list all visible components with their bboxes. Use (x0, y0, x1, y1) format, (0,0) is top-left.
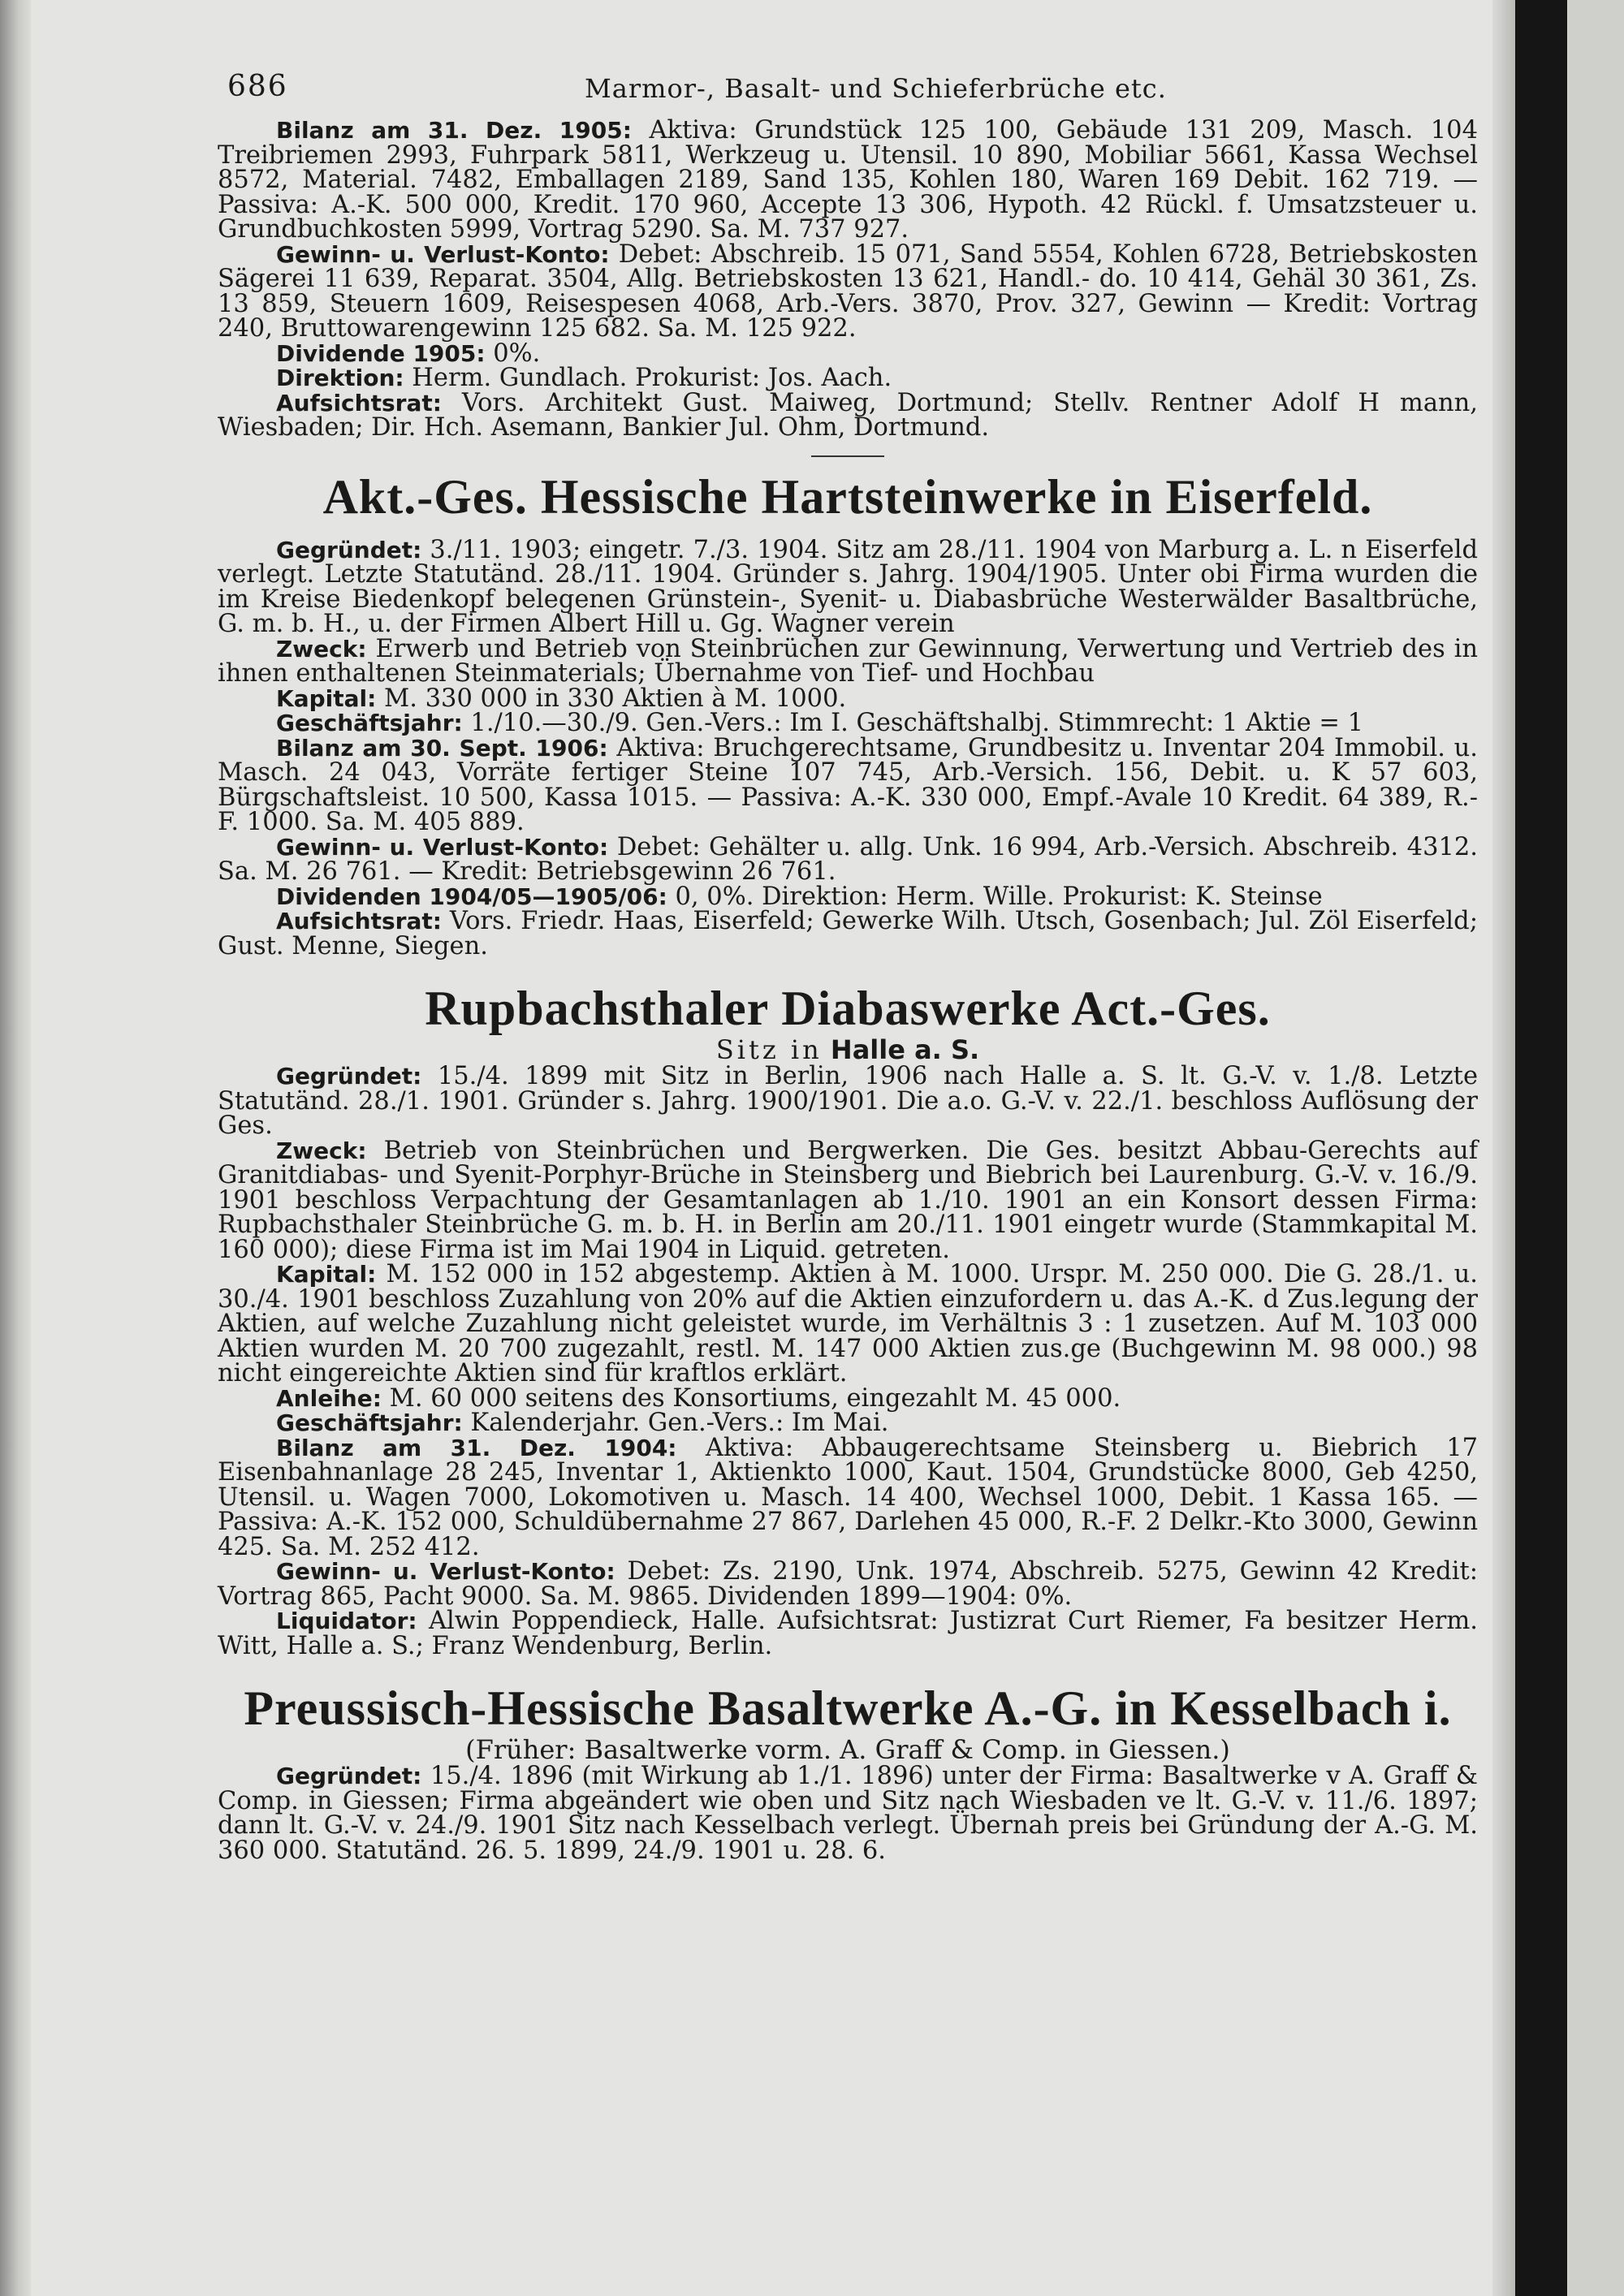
bilanz-paragraph: Bilanz am 30. Sept. 1906: Aktiva: Bruchgerechtsame, Grundbesitz u. Inventar 204 Immobil. u. Masch. 24 043, Vorräte fertiger Steine 107 745, Arb.-Versich. 156, Debit. u. K 57 603, Bürgschaftsleist. 10 500, Kassa 1015. — Passiva: A.-K. 330 000, Empf.-Avale 10 Kredit. 64 389, R.-F. 1000. Sa. M. 405 889. (218, 733, 1478, 836)
bilanz-paragraph: Bilanz am 31. Dez. 1904: Aktiva: Abbaugerechtsame Steinsberg u. Biebrich 17 Eisenbahnanlage 28 245, Inventar 1, Aktienkto 1000, Kaut. 1504, Grundstücke 8000, Geb 4250, Utensil. u. Wagen 7000, Lokomotiven u. Masch. 14 400, Wechsel 1000, Debit. 1 Kassa 165. — Passiva: A.-K. 152 000, Schuldübernahme 27 867, Darlehen 45 000, R.-F. 2 Delkr.-Kto 3000, Gewinn 425. Sa. M. 252 412. (218, 1433, 1478, 1561)
entry-gap (218, 959, 1478, 982)
book-page (218, 70, 1478, 1863)
gv-konto-paragraph: Gewinn- u. Verlust-Konto: Debet: Gehälter u. allg. Unk. 16 994, Arb.-Versich. Abschreib. 4312. Sa. M. 26 761. — Kredit: Betriebsgewinn 26 761. (218, 832, 1478, 886)
aufsichtsrat-paragraph: Aufsichtsrat: Vors. Friedr. Haas, Eiserfeld; Gewerke Wilh. Utsch, Gosenbach; Jul. Zöl Eiserfeld; Gust. Menne, Siegen. (218, 907, 1478, 960)
zweck-paragraph: Zweck: Erwerb und Betrieb von Steinbrüchen zur Gewinnung, Verwertung und Vertrieb des in ihnen enthaltenen Steinmaterials; Übernahme von Tief- und Hochbau (218, 634, 1478, 688)
entry-rupbachsthaler-diabaswerke (218, 982, 1478, 1659)
adjacent-page-strip (1567, 0, 1624, 2296)
running-head: Marmor-, Basalt- und Schieferbrüche etc. (585, 73, 1167, 104)
bilanz-paragraph: Bilanz am 31. Dez. 1905: Aktiva: Grundstück 125 100, Gebäude 131 209, Masch. 104 Treibriemen 2993, Fuhrpark 5811, Werkzeug u. Utensil. 10 890, Mobiliar 5661, Kassa Wechsel 8572, Material. 7482, Emballagen 2189, Sand 135, Kohlen 180, Waren 169 Debit. 162 719. — Passiva: A.-K. 500 000, Kredit. 170 960, Accepte 13 306, Hypoth. 42 Rückl. f. Umsatzsteuer u. Grundbuchkosten 5999, Vortrag 5290. Sa. M. 737 927. (218, 116, 1478, 244)
dividende-paragraph: Dividende 1905: 0%. (276, 339, 541, 368)
company-former-name: (Früher: Basaltwerke vorm. A. Graff & Comp. in Giessen.) (465, 1734, 1230, 1765)
entry-hessische-hartsteinwerke (218, 470, 1478, 960)
scan-border-bar (1515, 0, 1567, 2296)
gegruendet-paragraph: Gegründet: 15./4. 1896 (mit Wirkung ab 1./1. 1896) unter der Firma: Basaltwerke v A. Graff & Comp. in Giessen; Firma abgeändert wie oben und Sitz nach Wiesbaden ve lt. G.-V. v. 11./6. 1897; dann lt. G.-V. v. 24./9. 1901 Sitz nach Kesselbach verlegt. Übernah preis bei Gründung der A.-G. M. 360 000. Statutänd. 26. 5. 1899, 24./9. 1901 u. 28. 6. (218, 1762, 1478, 1865)
company-seat: Sitz in Halle a. S. (715, 1034, 980, 1065)
liquidator-paragraph: Liquidator: Alwin Poppendieck, Halle. Aufsichtsrat: Justizrat Curt Riemer, Fa besitzer Herm. Witt, Halle a. S.; Franz Wendenburg, Berlin. (218, 1607, 1478, 1660)
binding-edge (0, 0, 31, 2296)
entry-separator (811, 455, 884, 457)
entry-preussisch-hessische-basaltwerke (218, 1681, 1478, 1863)
dividenden-paragraph: Dividenden 1904/05—1905/06: 0, 0%. Direktion: Herm. Wille. Prokurist: K. Steinse (276, 882, 1323, 911)
gegruendet-paragraph: Gegründet: 3./11. 1903; eingetr. 7./3. 1904. Sitz am 28./11. 1904 von Marburg a. L. n Eiserfeld verlegt. Letzte Statutänd. 28./11. 1904. Gründer s. Jahrg. 1904/1905. Unter obi Firma wurden die im Kreise Biedenkopf belegenen Grünstein-, Syenit- u. Diabasbrüche Westerwälder Basaltbrüche, G. m. b. H., u. der Firmen Albert Hill u. Gg. Wagner verein (218, 535, 1478, 638)
direktion-paragraph: Direktion: Herm. Gundlach. Prokurist: Jos. Aach. (276, 364, 892, 392)
page-header (218, 70, 1478, 119)
entry-gap (218, 1659, 1478, 1681)
zweck-paragraph: Zweck: Betrieb von Steinbrüchen und Bergwerken. Die Ges. besitzt Abbau-Gerechts auf Granitdiabas- und Syenit-Porphyr-Brüche in Steinsberg und Biebrich bei Laurenburg. G.-V. v. 16./9. 1901 beschloss Verpachtung der Gesamtanlagen ab 1./10. 1901 an ein Konsort dessen Firma: Rupbachsthaler Steinbrüche G. m. b. H. in Berlin am 20./11. 1901 eingetr wurde (Stammkapital M. 160 000); diese Firma ist im Mai 1904 in Liquid. getreten. (218, 1136, 1478, 1264)
gv-konto-paragraph: Gewinn- u. Verlust-Konto: Debet: Abschreib. 15 071, Sand 5554, Kohlen 6728, Betriebskosten Sägerei 11 639, Reparat. 3504, Allg. Betriebskosten 13 621, Handl.- do. 10 414, Gehäl 30 361, Zs. 13 859, Steuern 1609, Reisespesen 4068, Arb.-Vers. 3870, Prov. 327, Gewinn — Kredit: Vortrag 240, Bruttowarengewinn 125 682. Sa. M. 125 922. (218, 240, 1478, 343)
geschaeftsjahr-paragraph: Geschäftsjahr: Kalenderjahr. Gen.-Vers.: Im Mai. (276, 1409, 889, 1437)
company-title: Akt.-Ges. Hessische Hartsteinwerke in Eiserfeld. (322, 469, 1373, 524)
gegruendet-paragraph: Gegründet: 15./4. 1899 mit Sitz in Berlin, 1906 nach Halle a. S. lt. G.-V. v. 1./8. Letzte Statutänd. 28./1. 1901. Gründer s. Jahrg. 1900/1901. Die a.o. G.-V. v. 22./1. beschloss Auflösung der Ges. (218, 1062, 1478, 1140)
kapital-paragraph: Kapital: M. 152 000 in 152 abgestemp. Aktien à M. 1000. Urspr. M. 250 000. Die G. 28./1. u. 30./4. 1901 beschloss Zuzahlung von 20% auf die Aktien einzufordern u. das A.-K. d Zus.legung der Aktien, auf welche Zuzahlung nicht geleistet wurde, im Verhältnis 3 : 1 zusetzen. Auf M. 103 000 Aktien wurden M. 20 700 zugezahlt, restl. M. 147 000 Aktien zus.ge (Buchgewinn M. 98 000.) 98 nicht eingereichte Aktien sind für kraftlos erklärt. (218, 1260, 1478, 1388)
page-number: 686 (227, 70, 288, 103)
kapital-paragraph: Kapital: M. 330 000 in 330 Aktien à M. 1000. (276, 684, 847, 713)
page-gutter-shadow (1492, 0, 1515, 2296)
company-title: Rupbachsthaler Diabaswerke Act.-Ges. (425, 982, 1271, 1035)
company-title: Preussisch-Hessische Basaltwerke A.-G. in Kesselbach i. (244, 1681, 1452, 1735)
geschaeftsjahr-paragraph: Geschäftsjahr: 1./10.—30./9. Gen.-Vers.: Im I. Geschäftshalbj. Stimmrecht: 1 Aktie = 1 (276, 709, 1363, 737)
aufsichtsrat-paragraph: Aufsichtsrat: Vors. Architekt Gust. Maiweg, Dortmund; Stellv. Rentner Adolf H mann, Wiesbaden; Dir. Hch. Asemann, Bankier Jul. Ohm, Dortmund. (218, 388, 1478, 442)
anleihe-paragraph: Anleihe: M. 60 000 seitens des Konsortiums, eingezahlt M. 45 000. (276, 1383, 1121, 1413)
entry-continuation (218, 116, 1478, 442)
gv-konto-paragraph: Gewinn- u. Verlust-Konto: Debet: Zs. 2190, Unk. 1974, Abschreib. 5275, Gewinn 42 Kredit: Vortrag 865, Pacht 9000. Sa. M. 9865. Dividenden 1899—1904: 0%. (218, 1557, 1478, 1611)
